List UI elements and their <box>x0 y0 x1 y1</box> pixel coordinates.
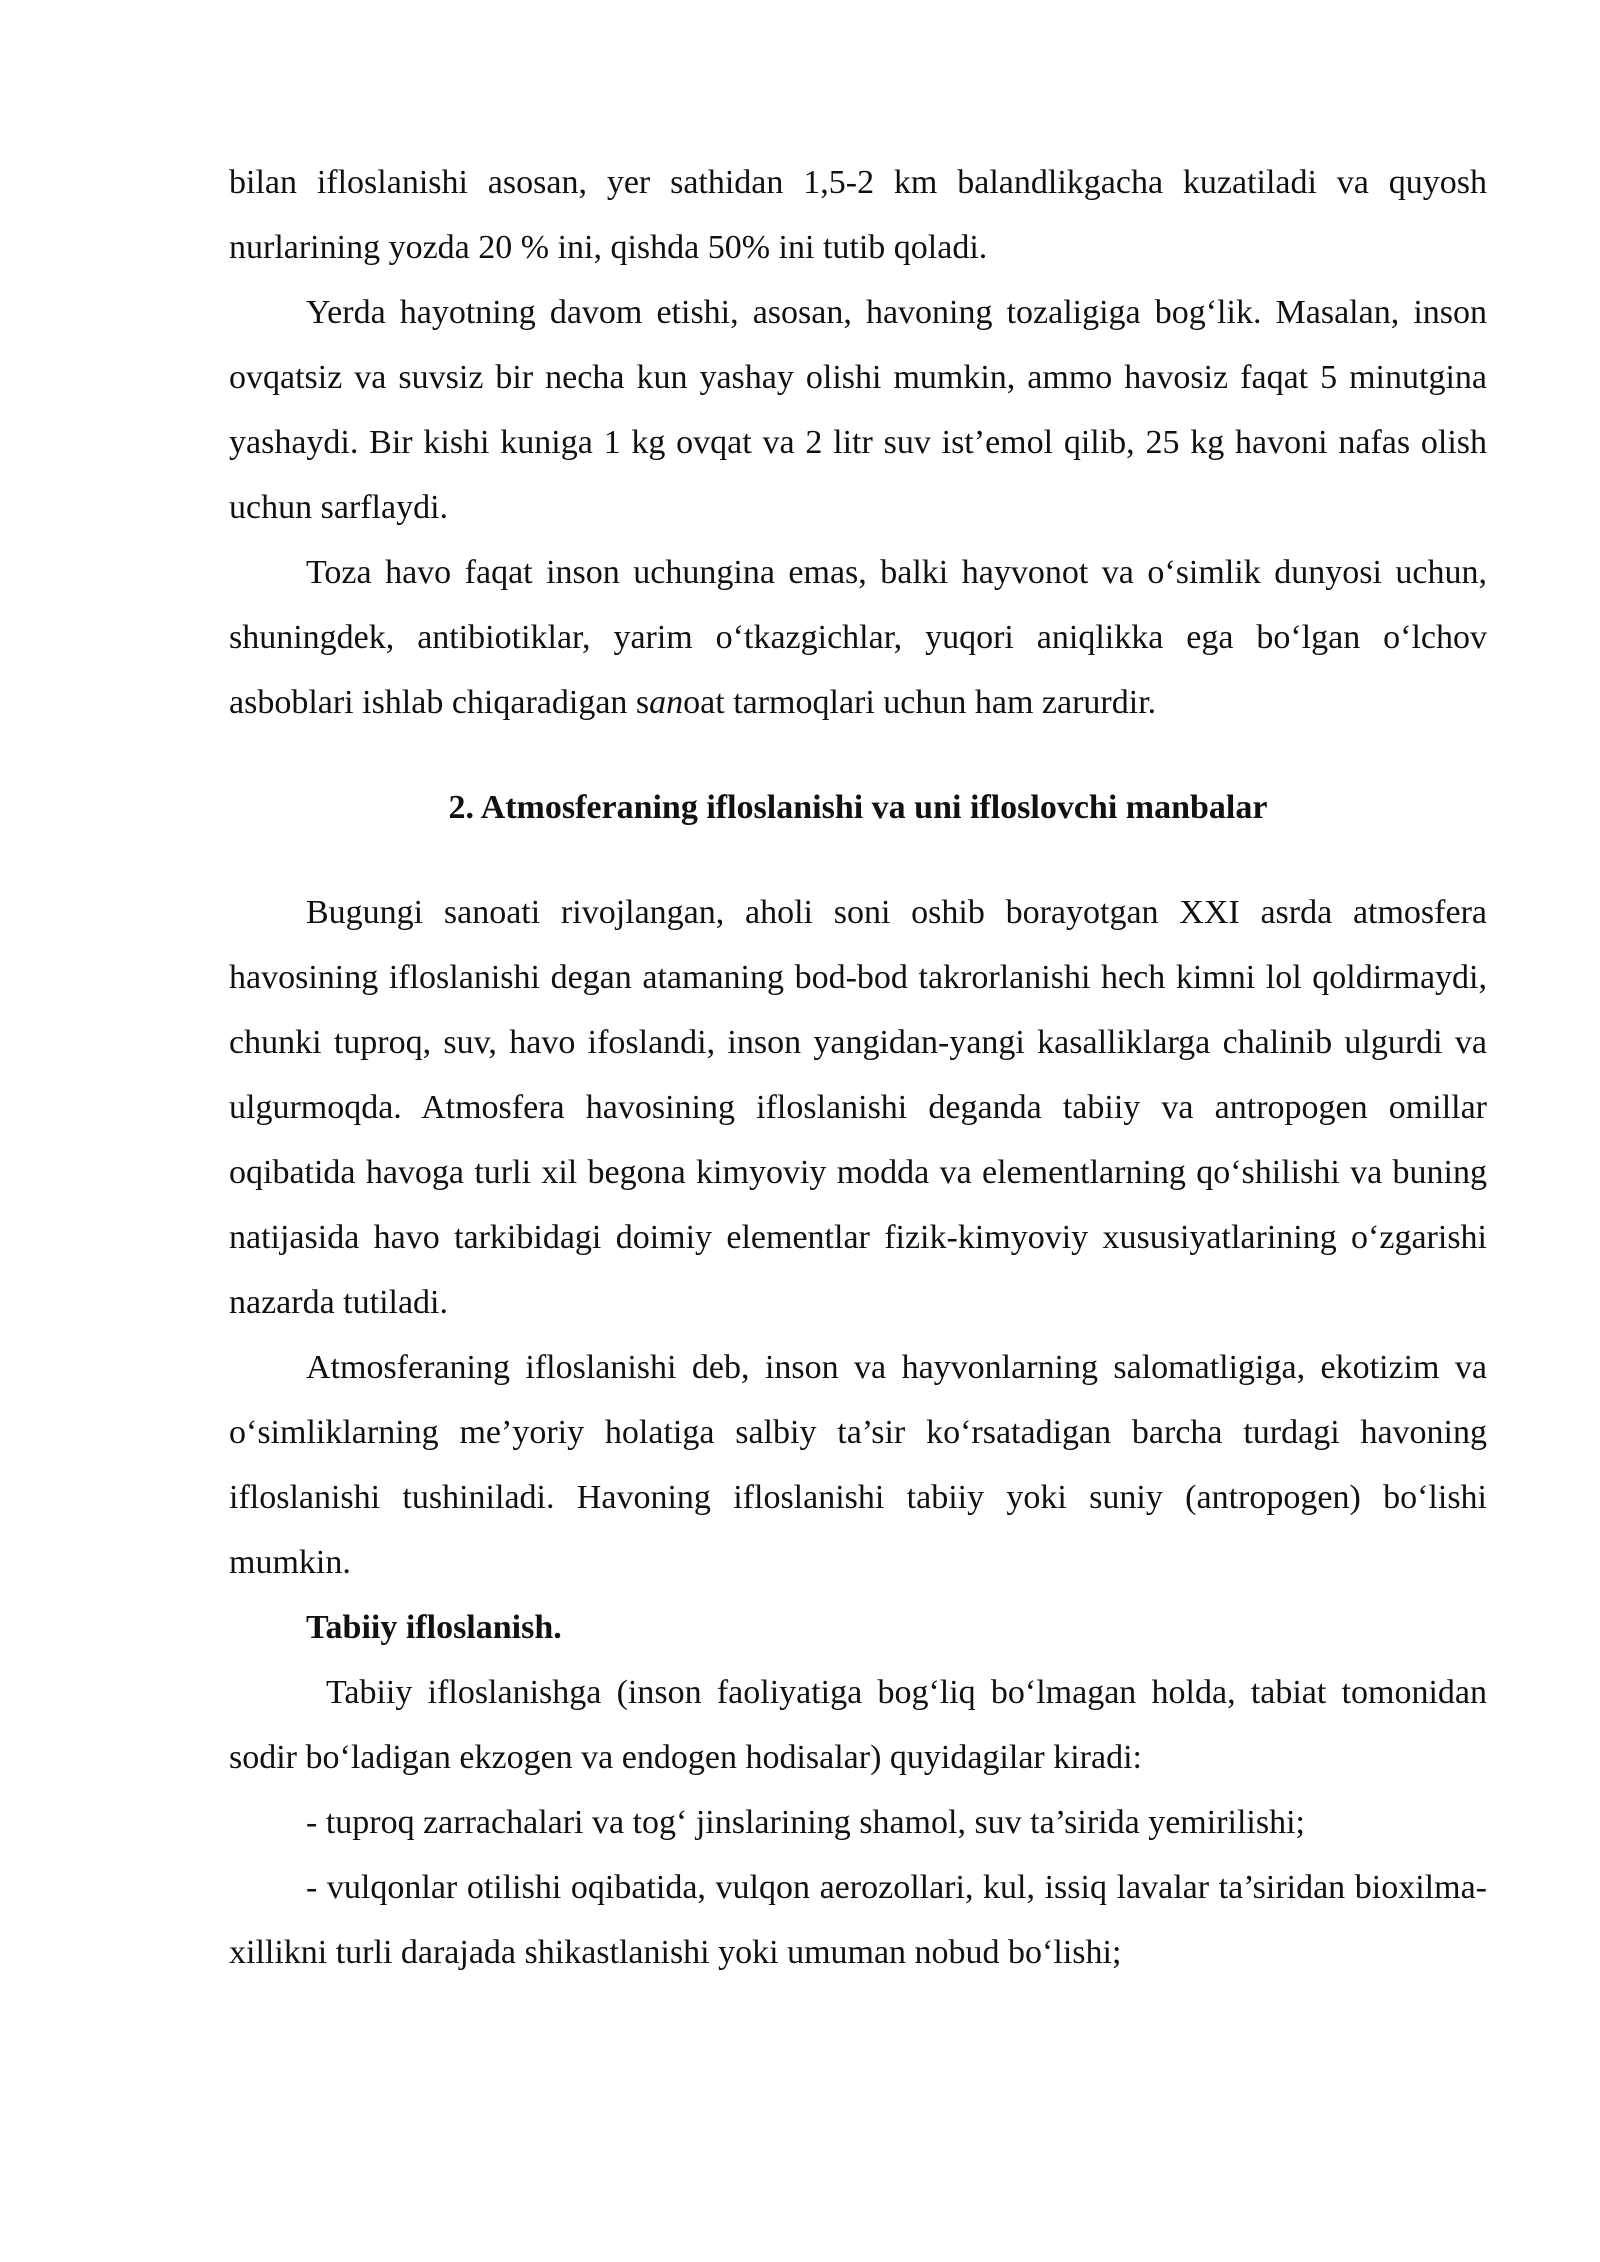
paragraph-3-text-c: oat tarmoqlari uchun ham zarurdir. <box>683 684 1157 721</box>
paragraph-2: Yerda hayotning davom etishi, asosan, havoning tozaligiga bog‘lik. Masalan, inson ovqatsiz va suvsiz bir necha kun yashay olishi mumkin, ammo havosiz faqat 5 minutgina yashaydi. Bir kishi kuniga 1 kg ovqat va 2 litr suv ist’emol qilib, 25 kg havoni nafas olish uchun sarflaydi. <box>229 294 1487 526</box>
paragraph-5: Atmosferaning ifloslanishi deb, inson va hayvonlarning salomatligiga, ekotizim va o‘simliklarning me’yoriy holatiga salbiy ta’sir ko‘rsatadigan barcha turdagi havoning ifloslanishi tushiniladi. Havoning ifloslanishi tabiiy yoki suniy (antropogen) bo‘lishi mumkin. <box>229 1349 1487 1581</box>
paragraph-7: - tuproq zarrachalari va tog‘ jinslarining shamol, suv ta’sirida yemirilishi; <box>306 1804 1305 1841</box>
paragraph-6: Tabiiy ifloslanishga (inson faoliyatiga bog‘liq bo‘lmagan holda, tabiat tomonidan sodir bo‘ladigan ekzogen va endogen hodisalar) quyidagilar kiradi: <box>229 1674 1487 1776</box>
document-page <box>229 150 1487 1985</box>
paragraph-3-text-a: Toza havo faqat inson uchungina emas, balki hayvonot va o‘simlik dunyosi uchun, shuningdek, antibiotiklar, yarim o‘tkazgichlar, yuqori aniqlikka ega bo‘lgan o‘lchov asboblari ishlab chiqaradigan s <box>229 554 1487 721</box>
paragraph-3 <box>229 540 1487 735</box>
paragraph-4: Bugungi sanoati rivojlangan, aholi soni oshib borayotgan XXI asrda atmosfera havosining ifloslanishi degan atamaning bod-bod takrorlanishi hech kimni lol qoldirmaydi, chunki tuproq, suv, havo ifoslandi, inson yangidan-yangi kasalliklarga chalinib ulgurdi va ulgurmoqda. Atmosfera havosining ifloslanishi deganda tabiiy va antropogen omillar oqibatida havoga turli xil begona kimyoviy modda va elementlarning qo‘shilishi va buning natijasida havo tarkibidagi doimiy elementlar fizik-kimyoviy xususiyatlarining o‘zgarishi nazarda tutiladi. <box>229 894 1487 1321</box>
paragraph-1: bilan ifloslanishi asosan, yer sathidan 1,5-2 km balandlikgacha kuzatiladi va quyosh nurlarining yozda 20 % ini, qishda 50% ini tutib qoladi. <box>229 164 1487 266</box>
paragraph-8: - vulqonlar otilishi oqibatida, vulqon aerozollari, kul, issiq lavalar ta’siridan bioxilma-xillikni turli darajada shikastlanishi yoki umuman nobud bo‘lishi; <box>229 1869 1487 1971</box>
subheading: Tabiiy ifloslanish. <box>306 1609 562 1646</box>
section-heading: 2. Atmosferaning ifloslanishi va uni ifloslovchi manbalar <box>448 789 1268 826</box>
paragraph-3-italic: an <box>649 684 684 721</box>
